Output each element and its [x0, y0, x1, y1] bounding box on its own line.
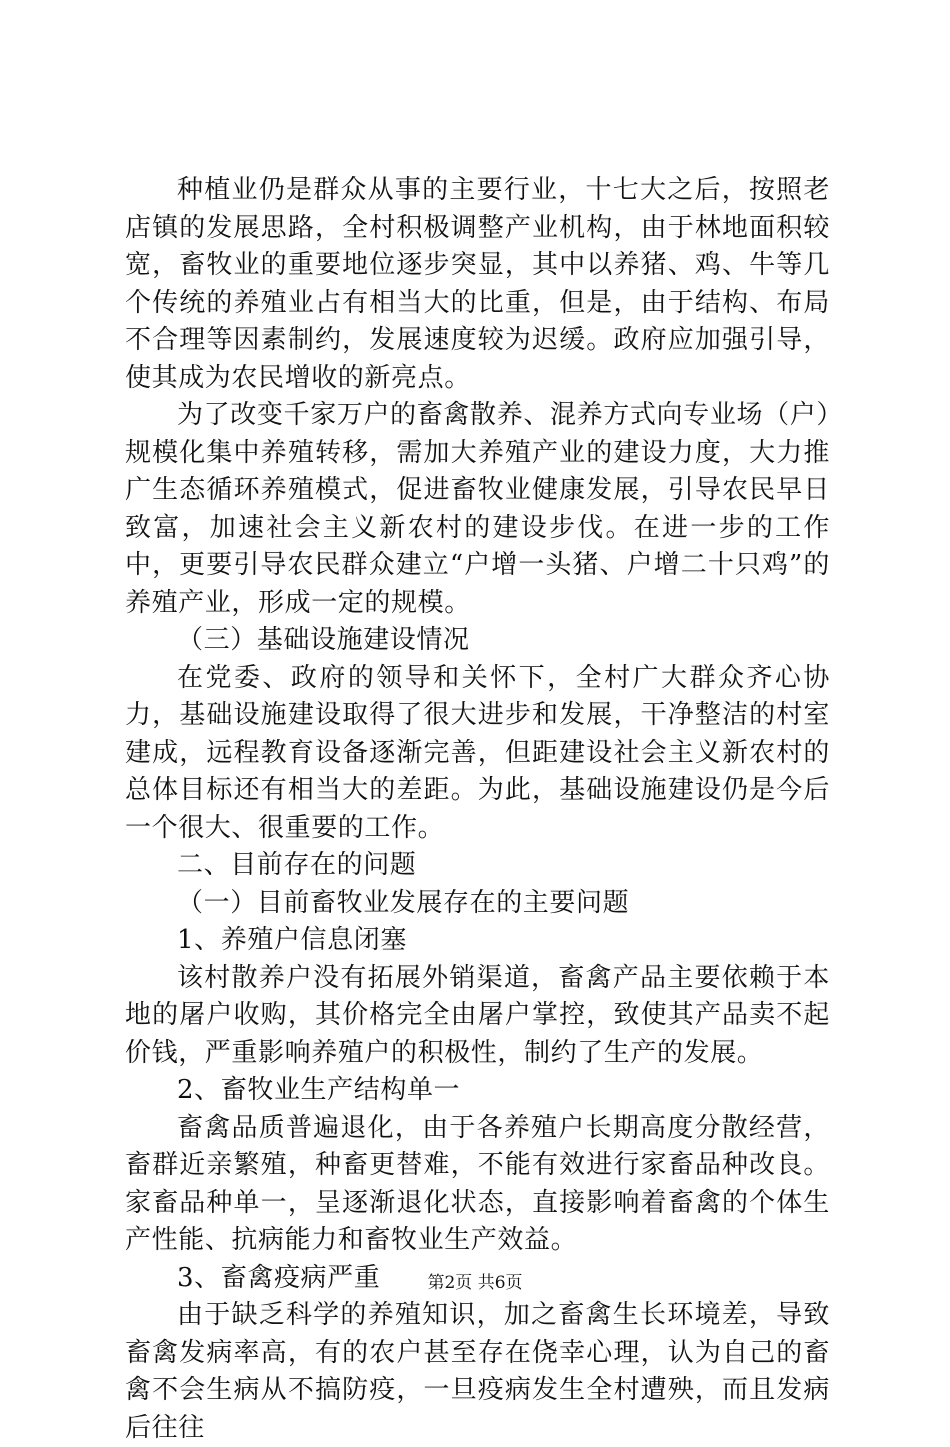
paragraph-single-structure: 畜禽品质普遍退化，由于各养殖户长期高度分散经营，畜群近亲繁殖，种畜更替难，不能有效进行家畜品种改良。家畜品种单一，呈逐渐退化状态，直接影响着畜禽的个体生产性能、抗病能力和畜牧业生产效益。	[125, 1112, 830, 1255]
heading-livestock-problems: （一）目前畜牧业发展存在的主要问题	[177, 887, 630, 918]
paragraph-scale-breeding: 为了改变千家万户的畜禽散养、混养方式向专业场（户）规模化集中养殖转移，需加大养殖产业的建设力度，大力推广生态循环养殖模式，促进畜牧业健康发展，引导农民早日致富，加速社会主义新农村的建设步伐。在进一步的工作中，更要引导农民群众建立“户增一头猪、户增二十只鸡”的养殖产业，形成一定的规模。	[125, 400, 830, 618]
document-body	[125, 172, 830, 1447]
paragraph-epidemic-disease: 由于缺乏科学的养殖知识，加之畜禽生长环境差，导致畜禽发病率高，有的农户甚至存在侥幸心理，认为自己的畜禽不会生病从不搞防疫，一旦疫病发生全村遭殃，而且发病后往往	[125, 1300, 830, 1443]
heading-current-problems: 二、目前存在的问题	[177, 850, 417, 880]
page-footer: 第2页 共6页	[427, 1273, 523, 1293]
paragraph-information-closed: 该村散养户没有拓展外销渠道，畜禽产品主要依赖于本地的屠户收购，其价格完全由屠户掌控，致使其产品卖不起价钱，严重影响养殖户的积极性，制约了生产的发展。	[125, 962, 830, 1068]
paragraph-planting-industry: 种植业仍是群众从事的主要行业，十七大之后，按照老店镇的发展思路，全村积极调整产业机构，由于林地面积较宽，畜牧业的重要地位逐步突显，其中以养猪、鸡、牛等几个传统的养殖业占有相当大的比重，但是，由于结构、布局不合理等因素制约，发展速度较为迟缓。政府应加强引导，使其成为农民增收的新亮点。	[125, 175, 830, 393]
heading-infrastructure: （三）基础设施建设情况	[177, 625, 470, 655]
heading-information-closed: 1、养殖户信息闭塞	[177, 925, 407, 955]
heading-epidemic-disease: 3、畜禽疫病严重	[177, 1262, 381, 1293]
paragraph-infrastructure: 在党委、政府的领导和关怀下，全村广大群众齐心协力，基础设施建设取得了很大进步和发展，干净整洁的村室建成，远程教育设备逐渐完善，但距建设社会主义新农村的总体目标还有相当大的差距。为此，基础设施建设仍是今后一个很大、很重要的工作。	[125, 662, 830, 843]
heading-single-structure: 2、畜牧业生产结构单一	[177, 1075, 461, 1105]
